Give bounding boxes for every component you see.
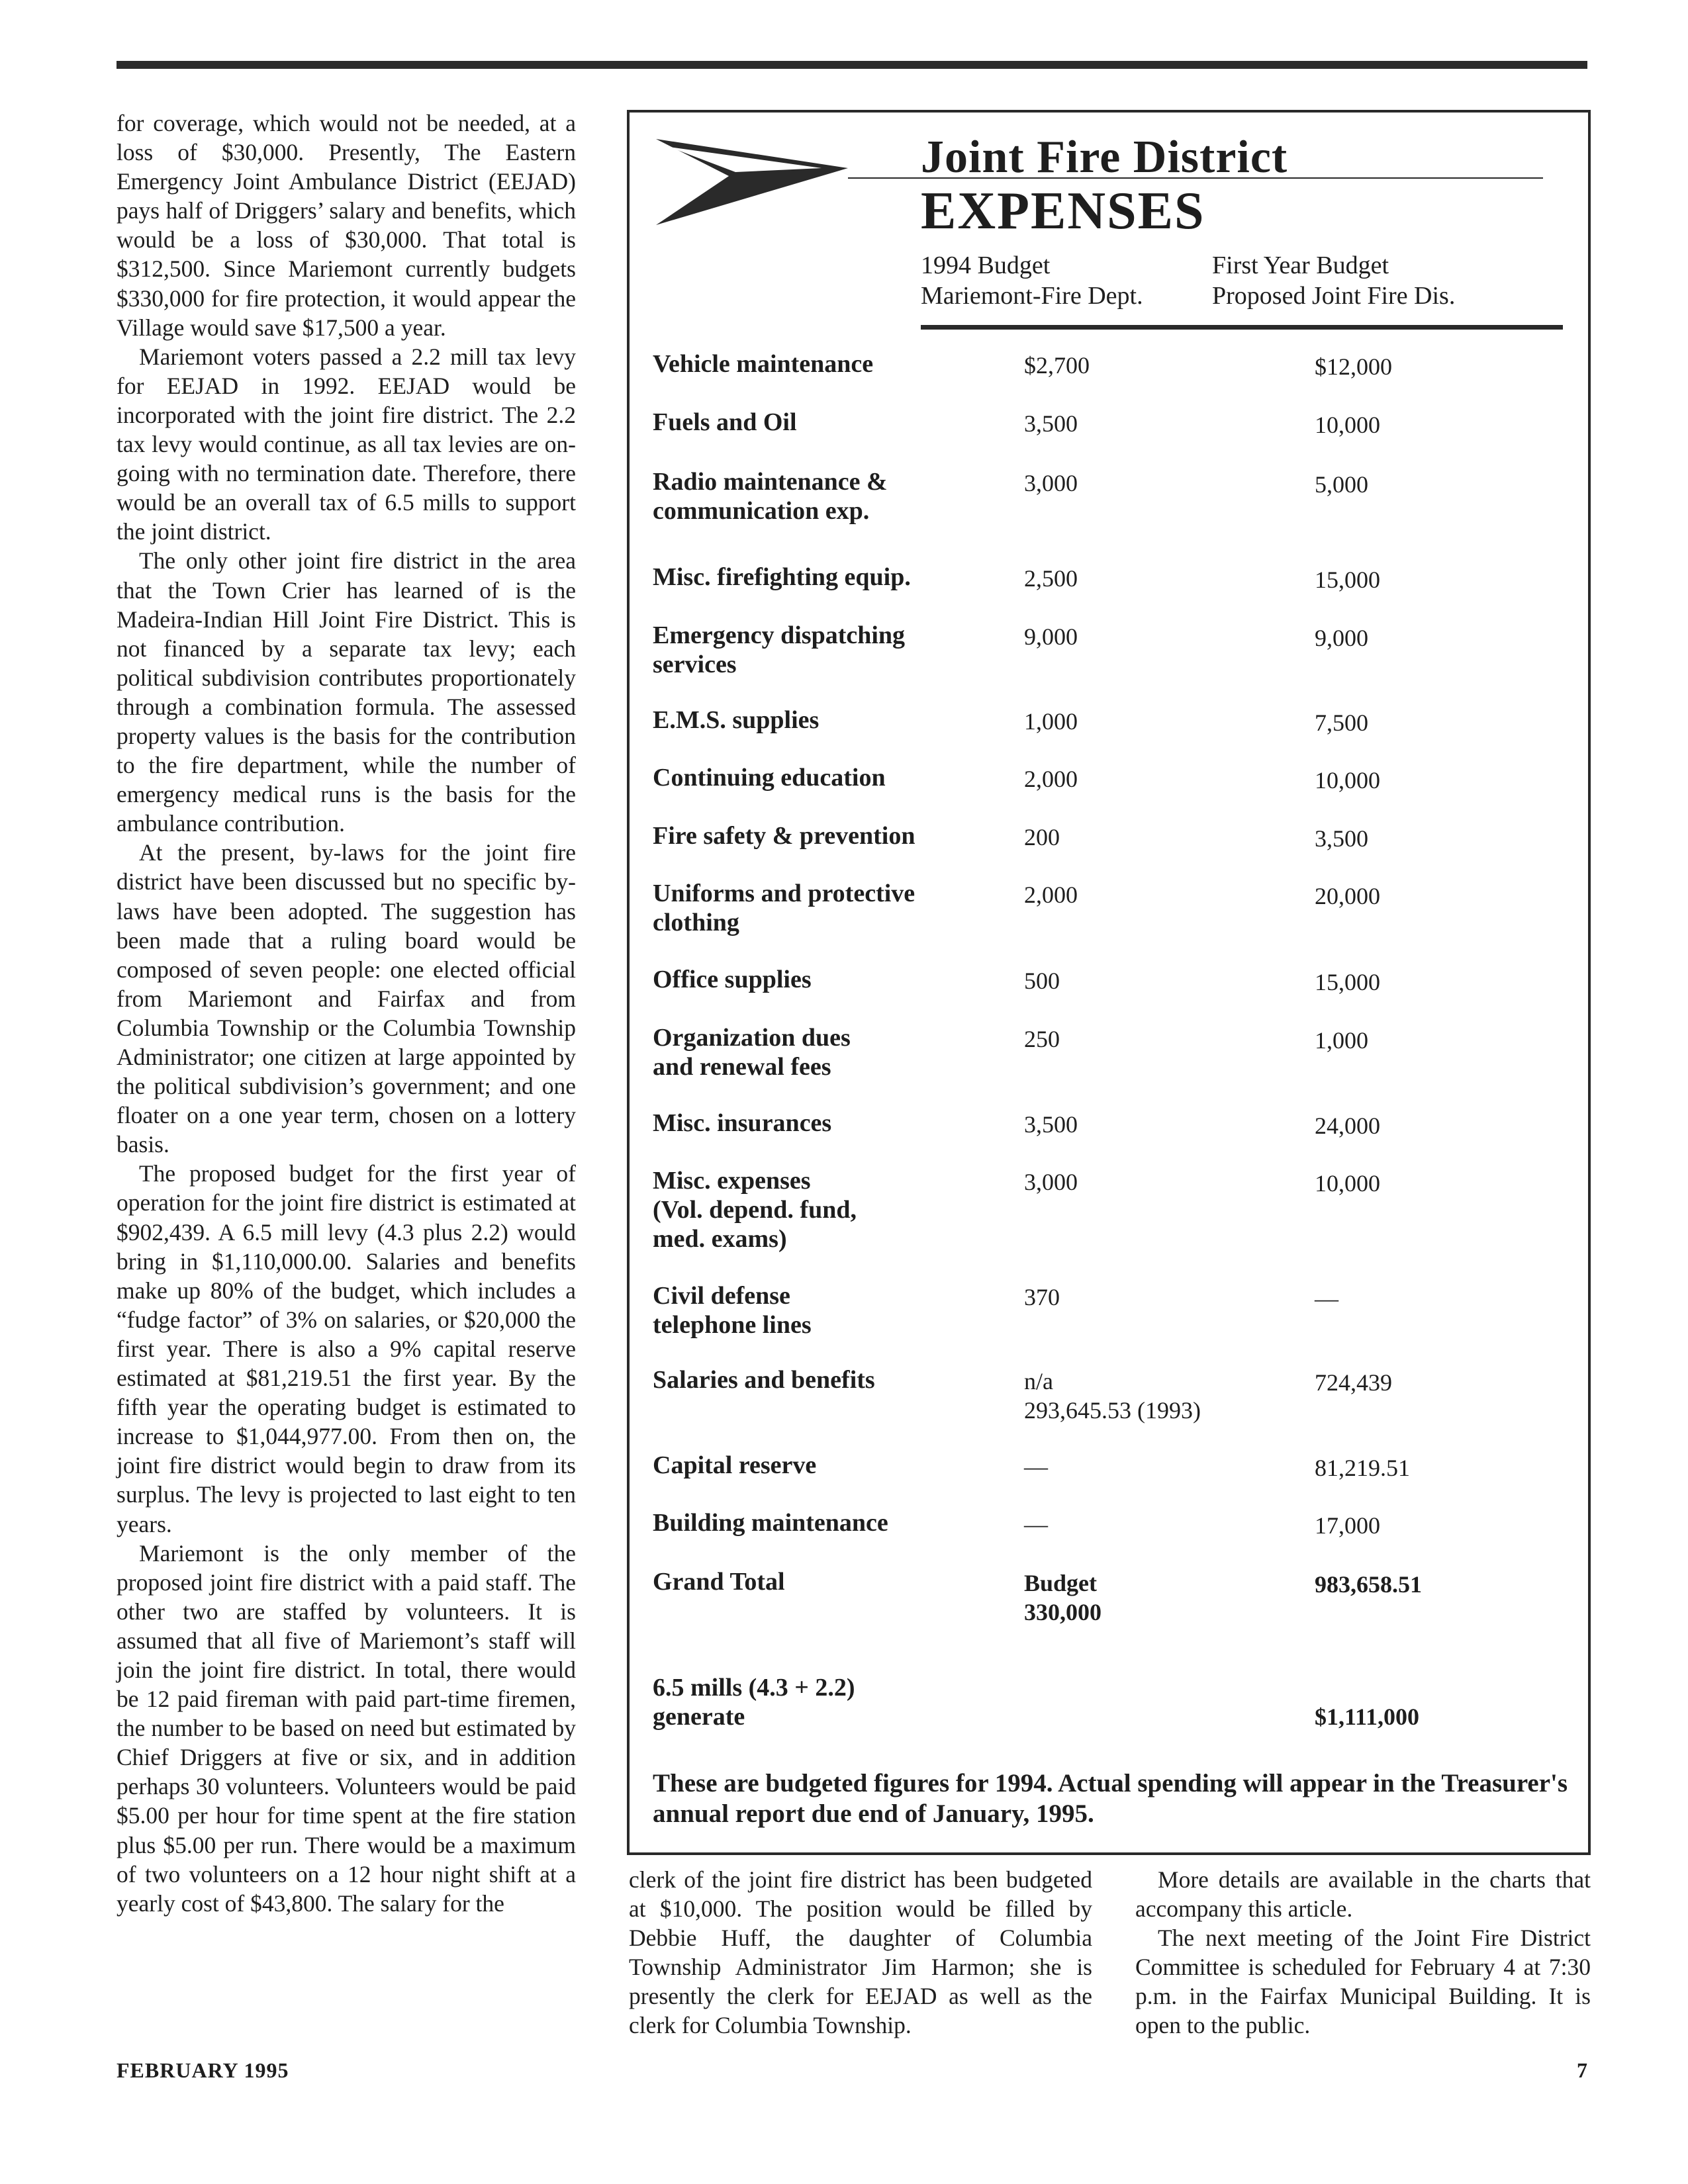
first-year-budget-value: 24,000 <box>1315 1113 1380 1139</box>
paragraph: Mariemont voters passed a 2.2 mill tax levy for EEJAD in 1992. EEJAD would be incorporated with the joint fire district. The 2.2 tax levy would continue, as all tax levies are on-going with no termination date. Therefore, there would be an overall tax of 6.5 mills to support the joint district. <box>117 343 576 545</box>
budget-1994-value: 500 <box>1024 968 1060 994</box>
first-year-budget-value: 10,000 <box>1315 1170 1380 1197</box>
row-label: Office supplies <box>653 966 812 993</box>
row-label: Fuels and Oil <box>653 408 797 436</box>
expenses-table-box <box>627 110 1591 1855</box>
first-year-budget-value: $1,111,000 <box>1315 1704 1420 1730</box>
paragraph: clerk of the joint fire district has been budgeted at $10,000. The position would be filled by Debbie Huff, the daughter of Columbia Township Administrator Jim Harmon; she is presently the clerk for EEJAD as well as the clerk for Columbia Township. <box>629 1866 1092 2039</box>
budget-note: These are budgeted figures for 1994. Actual spending will appear in the Treasurer's annual report due end of January, 1995. <box>653 1769 1568 1828</box>
paragraph: More details are available in the charts that accompany this article. <box>1135 1866 1591 1923</box>
row-label: Capital reserve <box>653 1451 817 1479</box>
budget-1994-value: 370 <box>1024 1284 1060 1310</box>
row-label: Misc. firefighting equip. <box>653 563 911 591</box>
row-label: Salaries and benefits <box>653 1366 875 1394</box>
row-label: Building maintenance <box>653 1509 888 1537</box>
first-year-budget-value: 17,000 <box>1315 1512 1380 1539</box>
paragraph: At the present, by-laws for the joint fire district have been discussed but no specific by-laws have been adopted. The suggestion has been made that a ruling board would be composed of seven people: one elected official from Mariemont and Fairfax and from Columbia Township or the Columbia Township Administrator; one citizen at large appointed by the political subdivision’s government; and one floater on a one year term, chosen on a lottery basis. <box>117 839 576 1158</box>
paragraph: Mariemont is the only member of the proposed joint fire district with a paid staff. The other two are staffed by volunteers. It is assumed that all five of Mariemont’s staff will join the joint fire district. In total, there would be 12 paid fireman with paid part-time firemen, the number to be based on need but estimated by Chief Driggers at five or six, and in addition perhaps 30 volunteers. Volunteers would be paid $5.00 per hour for time spent at the fire station plus $5.00 per run. There would be a maximum of two volunteers on a 12 hour night shift at a yearly cost of $43,800. The salary for the <box>117 1539 576 1917</box>
top-rule <box>117 61 1587 69</box>
budget-1994-value: Budget 330,000 <box>1024 1570 1102 1625</box>
budget-1994-value: n/a 293,645.53 (1993) <box>1024 1368 1201 1424</box>
budget-1994-value: — <box>1024 1453 1048 1480</box>
first-year-budget-value: 81,219.51 <box>1315 1455 1410 1481</box>
budget-1994-value: 9,000 <box>1024 623 1078 650</box>
issue-date: FEBRUARY 1995 <box>117 2058 289 2082</box>
column-header-first-year: First Year Budget Proposed Joint Fire Dis. <box>1212 251 1456 310</box>
row-label: Civil defense telephone lines <box>653 1282 812 1339</box>
first-year-budget-value: — <box>1315 1285 1338 1312</box>
row-label: Misc. expenses (Vol. depend. fund, med. exams) <box>653 1167 857 1253</box>
row-label: Vehicle maintenance <box>653 350 874 378</box>
box-subtitle: EXPENSES <box>921 182 1205 240</box>
row-label: Misc. insurances <box>653 1109 832 1137</box>
paragraph: The proposed budget for the first year of operation for the joint fire district is estimated at $902,439. A 6.5 mill levy (4.3 plus 2.2) would bring in $1,110,000.00. Salaries and benefits make up 80% of the budget, which includes a “fudge factor” of 3% on salaries, or $20,000 the first year. There is also a 9% capital reserve estimated at $81,219.51 the first year. By the fifth year the operating budget is estimated to increase to $1,044,977.00. From then on, the joint fire district would begin to draw from its surplus. The levy is projected to last eight to ten years. <box>117 1160 576 1537</box>
budget-1994-value: 3,000 <box>1024 1169 1078 1195</box>
paragraph: for coverage, which would not be needed, at a loss of $30,000. Presently, The Eastern Emergency Joint Ambulance District (EEJAD) pays half of Driggers’ salary and benefits, which would be a loss of $30,000. That total is $312,500. Since Mariemont currently budgets $330,000 for fire protection, it would appear the Village would save $17,500 a year. <box>117 110 576 341</box>
budget-1994-value: 3,500 <box>1024 410 1078 437</box>
first-year-budget-value: 9,000 <box>1315 625 1368 651</box>
budget-1994-value: 200 <box>1024 824 1060 850</box>
first-year-budget-value: 15,000 <box>1315 969 1380 995</box>
arrow-icon <box>656 139 848 225</box>
first-year-budget-value: 983,658.51 <box>1315 1571 1422 1598</box>
row-label: Continuing education <box>653 764 886 792</box>
header-rule <box>921 325 1563 330</box>
first-year-budget-value: 10,000 <box>1315 412 1380 438</box>
paragraph: The next meeting of the Joint Fire District Committee is scheduled for February 4 at 7:30 p.m. in the Fairfax Municipal Building. It is open to the public. <box>1135 1925 1591 2039</box>
budget-1994-value: 250 <box>1024 1026 1060 1052</box>
first-year-budget-value: 20,000 <box>1315 883 1380 909</box>
row-label: Radio maintenance & communication exp. <box>653 468 888 525</box>
budget-1994-value: $2,700 <box>1024 352 1090 379</box>
row-label: Fire safety & prevention <box>653 822 915 850</box>
row-label: E.M.S. supplies <box>653 706 820 734</box>
first-year-budget-value: 15,000 <box>1315 567 1380 593</box>
first-year-budget-value: 10,000 <box>1315 767 1380 794</box>
box-title: Joint Fire District <box>921 132 1288 183</box>
first-year-budget-value: 1,000 <box>1315 1027 1368 1054</box>
budget-1994-value: 3,500 <box>1024 1111 1078 1138</box>
row-label: Uniforms and protective clothing <box>653 880 915 936</box>
middle-article-column <box>629 1865 1092 2040</box>
row-label: 6.5 mills (4.3 + 2.2) generate <box>653 1674 855 1731</box>
column-header-1994: 1994 Budget Mariemont-Fire Dept. <box>921 251 1143 310</box>
page-number: 7 <box>1577 2058 1587 2082</box>
row-label: Grand Total <box>653 1568 785 1596</box>
right-article-column <box>1135 1865 1591 2040</box>
row-label: Organization dues and renewal fees <box>653 1024 851 1081</box>
first-year-budget-value: 3,500 <box>1315 825 1368 852</box>
left-article-column <box>117 109 576 1918</box>
budget-1994-value: 2,000 <box>1024 766 1078 792</box>
budget-1994-value: 2,500 <box>1024 565 1078 592</box>
row-label: Emergency dispatching services <box>653 621 906 678</box>
budget-1994-value: 2,000 <box>1024 882 1078 908</box>
first-year-budget-value: $12,000 <box>1315 353 1392 380</box>
first-year-budget-value: 724,439 <box>1315 1369 1392 1396</box>
paragraph: The only other joint fire district in the area that the Town Crier has learned of is the Madeira-Indian Hill Joint Fire District. This is not financed by a separate tax levy; each political subdivision contributes proportionately through a combination formula. The assessed property values is the basis for the contribution to the fire department, while the number of emergency medical runs is the basis for the ambulance contribution. <box>117 547 576 837</box>
first-year-budget-value: 7,500 <box>1315 709 1368 736</box>
budget-1994-value: — <box>1024 1511 1048 1537</box>
budget-1994-value: 1,000 <box>1024 708 1078 735</box>
first-year-budget-value: 5,000 <box>1315 471 1368 498</box>
budget-1994-value: 3,000 <box>1024 470 1078 496</box>
